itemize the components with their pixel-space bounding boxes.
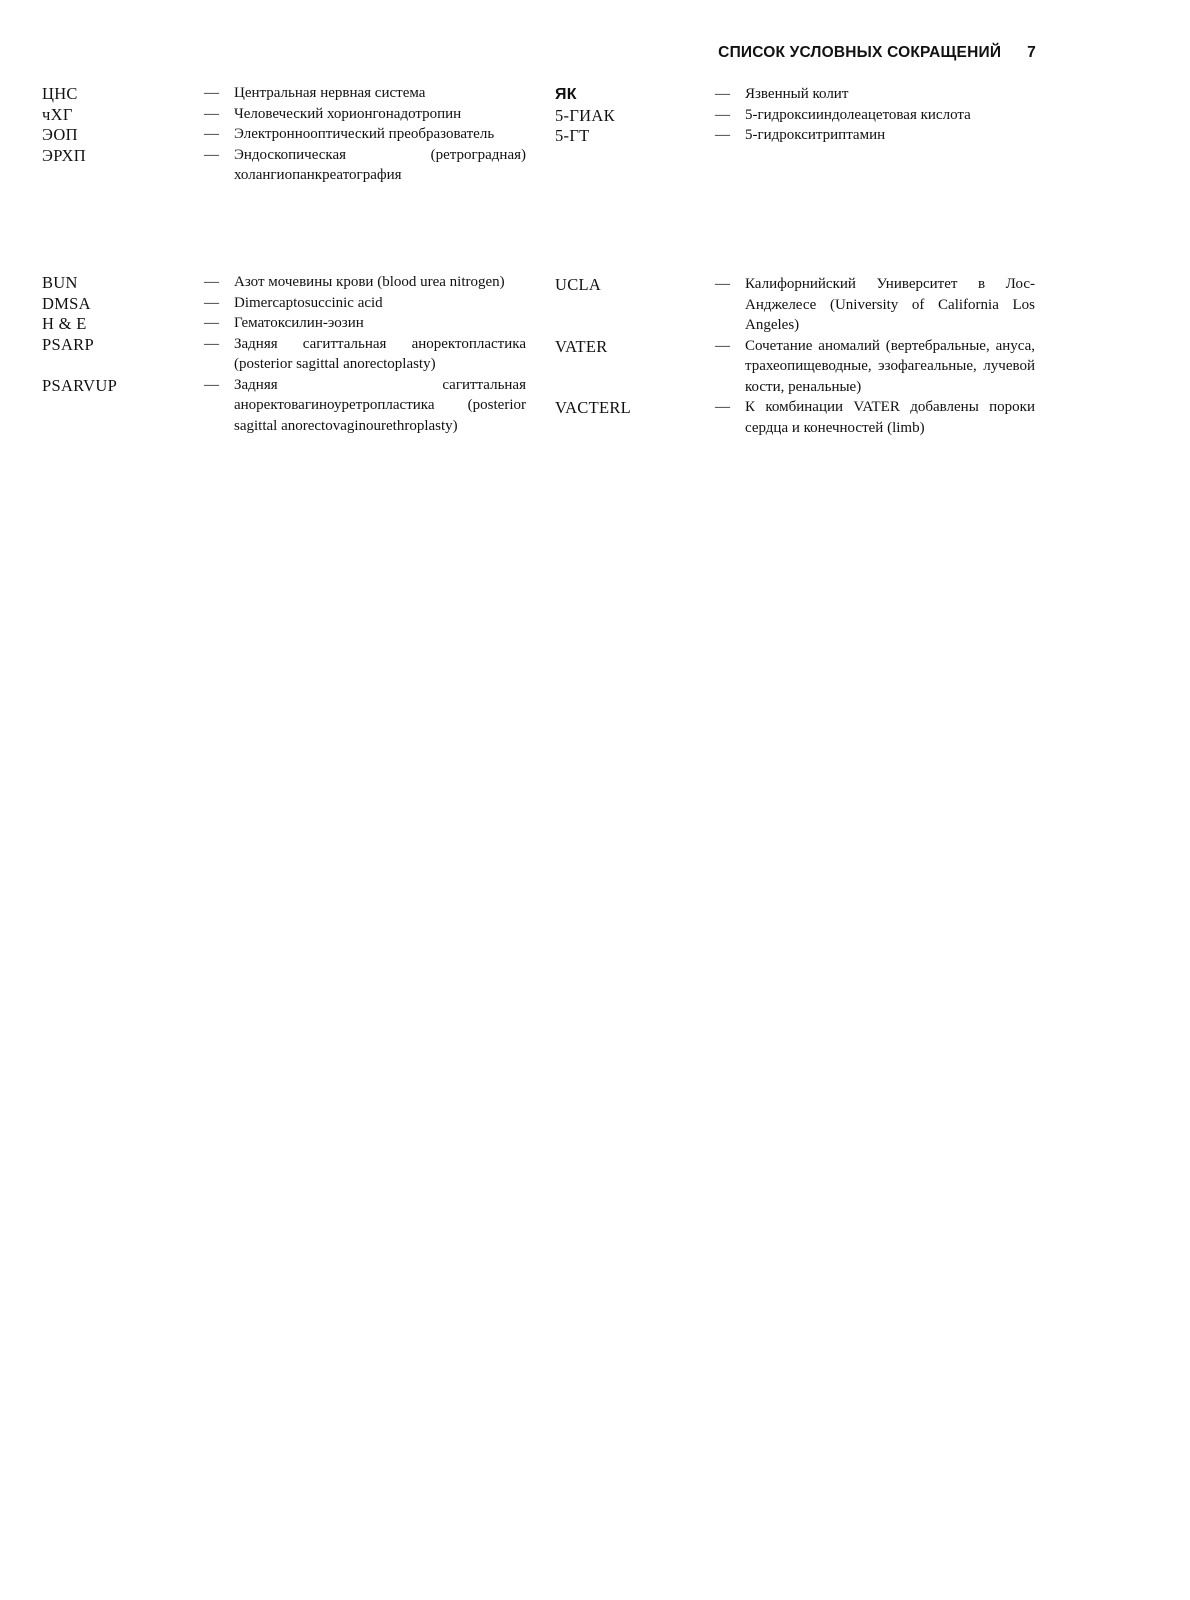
- abbreviation-entry: [42, 124, 542, 145]
- definition: 5-гидроксииндолеацетовая кислота: [745, 106, 971, 123]
- page-number: 7: [1027, 44, 1036, 61]
- running-header: [600, 44, 1036, 62]
- abbreviation: ЯК: [555, 86, 577, 103]
- abbreviation: PSARP: [42, 334, 94, 354]
- definition: Язвенный колит: [745, 86, 849, 102]
- dash: —: [204, 274, 219, 290]
- abbreviation: UCLA: [555, 275, 602, 294]
- abbreviation: PSARVUP: [42, 375, 118, 395]
- abbreviation: 5-ГИАК: [555, 105, 615, 125]
- abbreviation: BUN: [42, 273, 78, 292]
- abbreviation: VATER: [555, 336, 608, 356]
- abbreviation-entry: [42, 293, 542, 314]
- abbreviation: чХГ: [42, 104, 73, 124]
- dash: —: [204, 335, 219, 352]
- abbreviation: ЭОП: [42, 125, 78, 144]
- dash: —: [204, 146, 219, 163]
- abbreviation-entry: [42, 313, 542, 334]
- definition: 5-гидрокситриптамин: [745, 127, 886, 143]
- dash: —: [204, 105, 219, 122]
- dash: —: [715, 337, 730, 354]
- dash: —: [204, 85, 219, 101]
- abbreviation-entry: [42, 272, 542, 293]
- dash: —: [715, 276, 730, 292]
- dash: —: [715, 106, 730, 123]
- dash: —: [715, 127, 730, 143]
- abbreviation-entry: [555, 125, 1055, 146]
- abbreviation-entry: [555, 336, 1055, 398]
- abbreviation-entry: [42, 334, 542, 375]
- section-title: СПИСОК УСЛОВНЫХ СОКРАЩЕНИЙ: [718, 44, 1002, 61]
- abbreviation: ЦНС: [42, 84, 78, 103]
- abbreviation: VACTERL: [555, 398, 632, 417]
- definition: К комбинации VATER добавлены пороки сердца и конечностей (limb): [745, 399, 1035, 436]
- definition: Задняя сагиттальная аноректовагиноуретропластика (posterior sagittal anorectovaginourethroplasty): [234, 376, 526, 434]
- abbreviation: H & E: [42, 314, 87, 333]
- definition: Сочетание аномалий (вертебральные, ануса, трахеопищеводные, эзофагеальные, лучевой кости, ренальные): [745, 337, 1035, 395]
- dash: —: [204, 315, 219, 331]
- definition: Dimercaptosuccinic acid: [234, 294, 383, 311]
- definition: Центральная нервная система: [234, 85, 426, 101]
- latin-abbreviations-left: [42, 272, 542, 436]
- definition: Человеческий хорионгонадотропин: [234, 105, 462, 122]
- cyrillic-abbreviations-right: [555, 84, 1055, 146]
- dash: —: [715, 86, 730, 102]
- abbreviation-entry: [555, 397, 1055, 438]
- definition: Электроннооптический преобразователь: [234, 126, 495, 142]
- abbreviation: 5-ГТ: [555, 126, 590, 145]
- definition: Гематоксилин-эозин: [234, 315, 364, 331]
- cyrillic-abbreviations-left: [42, 83, 542, 186]
- abbreviation-entry: [42, 375, 542, 437]
- abbreviation: ЭРХП: [42, 145, 86, 165]
- definition: Калифорнийский Университет в Лос-Анджелесе (University of California Los Angeles): [745, 276, 1035, 333]
- dash: —: [204, 126, 219, 142]
- abbreviation-entry: [555, 84, 1055, 105]
- abbreviation-entry: [42, 145, 542, 186]
- abbreviation-entry: [555, 274, 1055, 336]
- dash: —: [204, 294, 219, 311]
- definition: Азот мочевины крови (blood urea nitrogen): [234, 274, 505, 290]
- abbreviation-entry: [42, 83, 542, 104]
- abbreviation-entry: [42, 104, 542, 125]
- abbreviation: DMSA: [42, 293, 91, 313]
- dash: —: [715, 399, 730, 415]
- dash: —: [204, 376, 219, 393]
- definition: Эндоскопическая (ретроградная) холангиопанкреатография: [234, 146, 526, 183]
- definition: Задняя сагиттальная аноректопластика (posterior sagittal anorectoplasty): [234, 335, 526, 372]
- latin-abbreviations-right: [555, 274, 1055, 438]
- abbreviation-entry: [555, 105, 1055, 126]
